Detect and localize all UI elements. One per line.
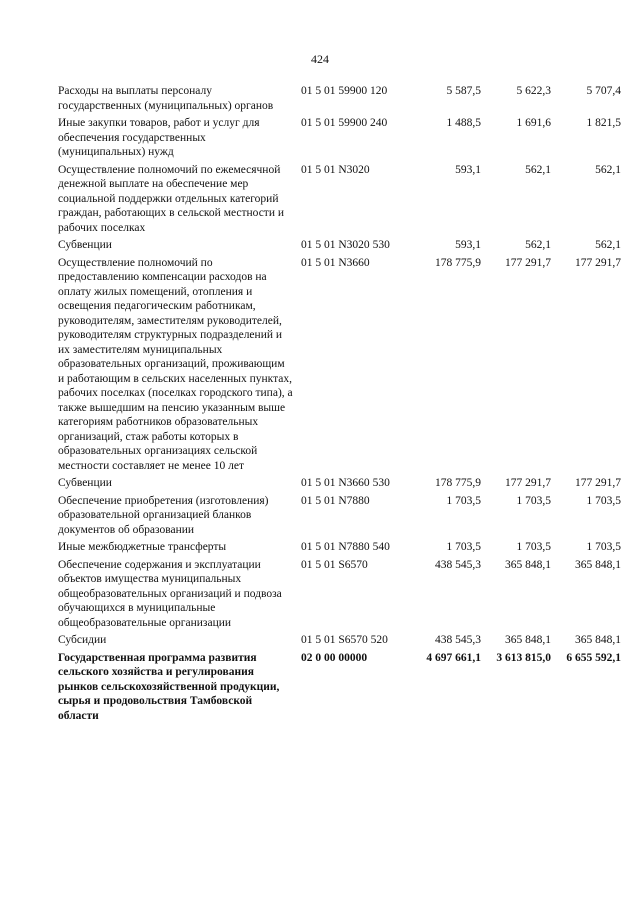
row-value-3: 177 291,7 <box>575 256 621 269</box>
classification-code: 01 5 01 S6570 <box>301 634 368 646</box>
row-code <box>298 494 411 541</box>
row-value-1: 178 775,9 <box>435 477 481 489</box>
table-row <box>58 633 621 651</box>
classification-code: 01 5 01 N7880 <box>301 494 370 507</box>
row-description: Осуществление полномочий по ежемесячной денежной выплате на обеспечение мер социальной поддержки отдельных категорий граждан, работающих в сельской местности и рабочих поселках <box>58 163 285 234</box>
classification-code: 01 5 01 N3020 <box>301 239 370 251</box>
row-description: Обеспечение приобретения (изготовления) образовательной организацией бланков документов об образовании <box>58 494 269 536</box>
row-description: Субвенции <box>58 477 112 489</box>
table-row <box>58 476 621 494</box>
classification-code: 01 5 01 S6570 <box>301 558 368 571</box>
table-row <box>58 494 621 541</box>
row-value-1: 593,1 <box>455 163 481 176</box>
table-row <box>58 238 621 256</box>
row-value-3: 177 291,7 <box>575 477 621 489</box>
row-value-1: 593,1 <box>455 239 481 251</box>
classification-code: 01 5 01 N3020 <box>301 163 370 176</box>
classification-code: 01 5 01 59900 <box>301 117 368 129</box>
row-code <box>298 540 411 558</box>
classification-code: 01 5 01 N3660 <box>301 256 370 269</box>
expense-type-code: 120 <box>370 85 388 97</box>
table-row <box>58 651 621 727</box>
row-description: Субсидии <box>58 634 107 646</box>
classification-code: 01 5 01 59900 <box>301 85 368 97</box>
row-value-2: 1 703,5 <box>516 494 551 507</box>
row-value-3: 562,1 <box>595 163 621 176</box>
row-value-1: 438 545,3 <box>435 558 481 571</box>
table-row <box>58 84 621 116</box>
table-row <box>58 163 621 239</box>
row-value-1: 5 587,5 <box>446 85 481 97</box>
row-value-2: 365 848,1 <box>505 558 551 571</box>
row-value-2: 562,1 <box>525 163 551 176</box>
row-value-3: 365 848,1 <box>575 634 621 646</box>
row-value-3: 1 703,5 <box>586 494 621 507</box>
row-value-3: 1 821,5 <box>586 117 621 129</box>
table-row <box>58 558 621 634</box>
row-description: Расходы на выплаты персоналу государственных (муниципальных) органов <box>58 85 274 112</box>
row-description: Государственная программа развития сельского хозяйства и регулирования рынков сельскохозяйственной продукции, сырья и продовольствия Тамбовской области <box>58 651 280 722</box>
row-code <box>298 651 411 727</box>
row-value-1: 1 488,5 <box>446 117 481 129</box>
row-description: Иные межбюджетные трансферты <box>58 541 227 553</box>
row-value-2: 1 703,5 <box>516 541 551 553</box>
row-description: Осуществление полномочий по предоставлению компенсации расходов на оплату жилых помещений, отопления и освещения педагогическим работникам, руководителям, заместителям руководителей, руководителям структурных подразделений и их заместителям муниципальных образовательных организаций, проживающим и работающим в сельских населенных пунктах, рабочих поселках (поселках городского типа), а также вышедшим на пенсию указанным выше категориям работников образовательных организаций, стаж работы которых в образовательных организациях сельской местности составляет не менее 10 лет <box>58 256 293 472</box>
classification-code: 02 0 00 00000 <box>301 651 368 664</box>
table-row <box>58 256 621 477</box>
row-value-2: 177 291,7 <box>505 477 551 489</box>
row-value-1: 4 697 661,1 <box>426 651 481 664</box>
row-code <box>298 558 411 634</box>
table-row <box>58 540 621 558</box>
row-value-3: 5 707,4 <box>586 85 621 97</box>
row-code <box>298 476 411 494</box>
budget-table <box>58 84 621 726</box>
row-description: Субвенции <box>58 239 112 251</box>
expense-type-code: 520 <box>370 634 388 646</box>
row-value-3: 1 703,5 <box>586 541 621 553</box>
row-value-2: 1 691,6 <box>516 117 551 129</box>
row-description: Обеспечение содержания и эксплуатации объектов имущества муниципальных общеобразовательных организаций и подвоза обучающихся в муниципальные общеобразовательные организации <box>58 558 282 629</box>
row-code <box>298 633 411 651</box>
row-value-2: 365 848,1 <box>505 634 551 646</box>
row-value-1: 178 775,9 <box>435 256 481 269</box>
expense-type-code: 540 <box>372 541 390 553</box>
row-value-1: 438 545,3 <box>435 634 481 646</box>
row-value-3: 365 848,1 <box>575 558 621 571</box>
row-value-1: 1 703,5 <box>446 494 481 507</box>
row-value-2: 5 622,3 <box>516 85 551 97</box>
expense-type-code: 240 <box>370 117 388 129</box>
row-value-2: 3 613 815,0 <box>496 651 551 664</box>
row-value-2: 177 291,7 <box>505 256 551 269</box>
table-row <box>58 116 621 163</box>
row-code <box>298 256 411 477</box>
row-value-1: 1 703,5 <box>446 541 481 553</box>
row-code <box>298 238 411 256</box>
row-value-3: 6 655 592,1 <box>566 651 621 664</box>
page-number: 424 <box>311 52 329 66</box>
row-code <box>298 163 411 239</box>
row-code <box>298 84 411 116</box>
classification-code: 01 5 01 N3660 <box>301 477 370 489</box>
row-value-2: 562,1 <box>525 239 551 251</box>
row-value-3: 562,1 <box>595 239 621 251</box>
row-code <box>298 116 411 163</box>
expense-type-code: 530 <box>372 239 390 251</box>
classification-code: 01 5 01 N7880 <box>301 541 370 553</box>
expense-type-code: 530 <box>372 477 390 489</box>
row-description: Иные закупки товаров, работ и услуг для обеспечения государственных (муниципальных) нужд <box>58 117 260 158</box>
